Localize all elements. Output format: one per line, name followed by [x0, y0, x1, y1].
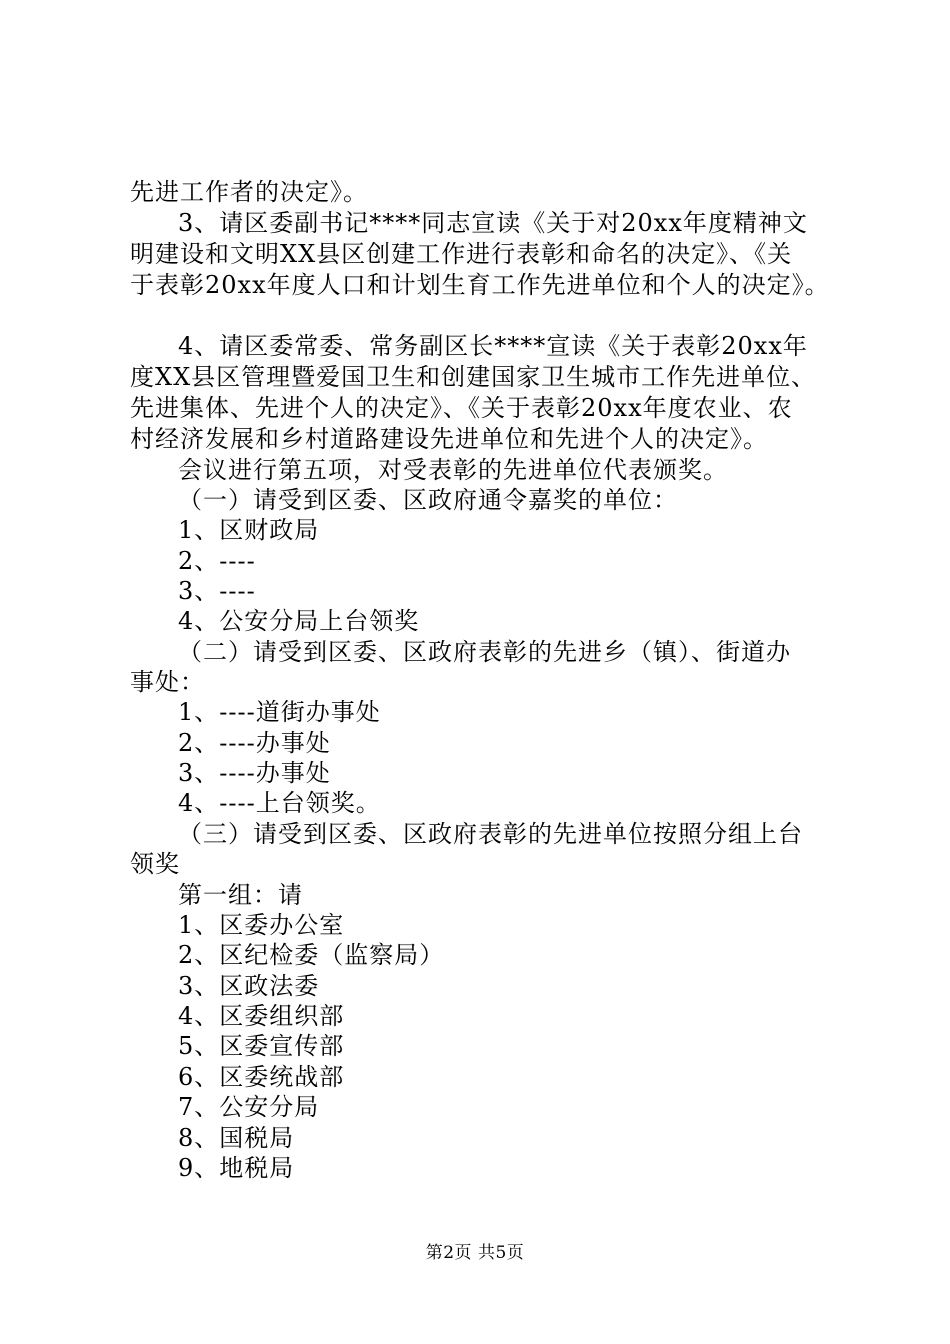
page-number: 第2页 共5页 [425, 1243, 525, 1263]
text-line: 事处： [130, 668, 205, 696]
list-item: 8、国税局 [178, 1124, 295, 1152]
text-line: （一）请受到区委、区政府通令嘉奖的单位： [178, 486, 678, 514]
text-line: 村经济发展和乡村道路建设先进单位和先进个人的决定》。 [130, 425, 768, 453]
list-item: 9、地税局 [178, 1154, 295, 1182]
text-line: 领奖 [130, 850, 180, 878]
list-item: 3、----办事处 [178, 759, 331, 787]
text-line: （三）请受到区委、区政府表彰的先进单位按照分组上台 [178, 820, 803, 848]
text-line: 4、请区委常委、常务副区长****宣读《关于表彰20xx年 [178, 332, 808, 360]
list-item: 6、区委统战部 [178, 1063, 345, 1091]
text-line: 先进工作者的决定》。 [130, 178, 368, 206]
text-line: 第一组：请 [178, 881, 303, 909]
list-item: 4、公安分局上台领奖 [178, 607, 420, 635]
list-item: 3、区政法委 [178, 972, 320, 1000]
list-item: 2、----办事处 [178, 729, 331, 757]
text-line: 3、请区委副书记****同志宣读《关于对20xx年度精神文 [178, 209, 808, 237]
list-item: 4、区委组织部 [178, 1002, 345, 1030]
text-line: （二）请受到区委、区政府表彰的先进乡（镇）、街道办 [178, 638, 791, 666]
list-item: 4、----上台领奖。 [178, 789, 381, 817]
list-item: 1、区委办公室 [178, 911, 345, 939]
list-item: 1、----道街办事处 [178, 698, 381, 726]
text-line: 于表彰20xx年度人口和计划生育工作先进单位和个人的决定》。 [130, 271, 830, 299]
list-item: 1、区财政局 [178, 516, 320, 544]
page-footer [0, 1241, 950, 1265]
text-line: 会议进行第五项，对受表彰的先进单位代表颁奖。 [178, 456, 728, 484]
text-line: 明建设和文明XX县区创建工作进行表彰和命名的决定》、《关 [130, 240, 793, 268]
text-line: 先进集体、先进个人的决定》、《关于表彰20xx年度农业、农 [130, 394, 793, 422]
list-item: 2、---- [178, 547, 256, 575]
list-item: 5、区委宣传部 [178, 1032, 345, 1060]
list-item: 2、区纪检委（监察局） [178, 941, 445, 969]
list-item: 7、公安分局 [178, 1093, 320, 1121]
list-item: 3、---- [178, 577, 256, 605]
text-line: 度XX县区管理暨爱国卫生和创建国家卫生城市工作先进单位、 [130, 363, 817, 391]
